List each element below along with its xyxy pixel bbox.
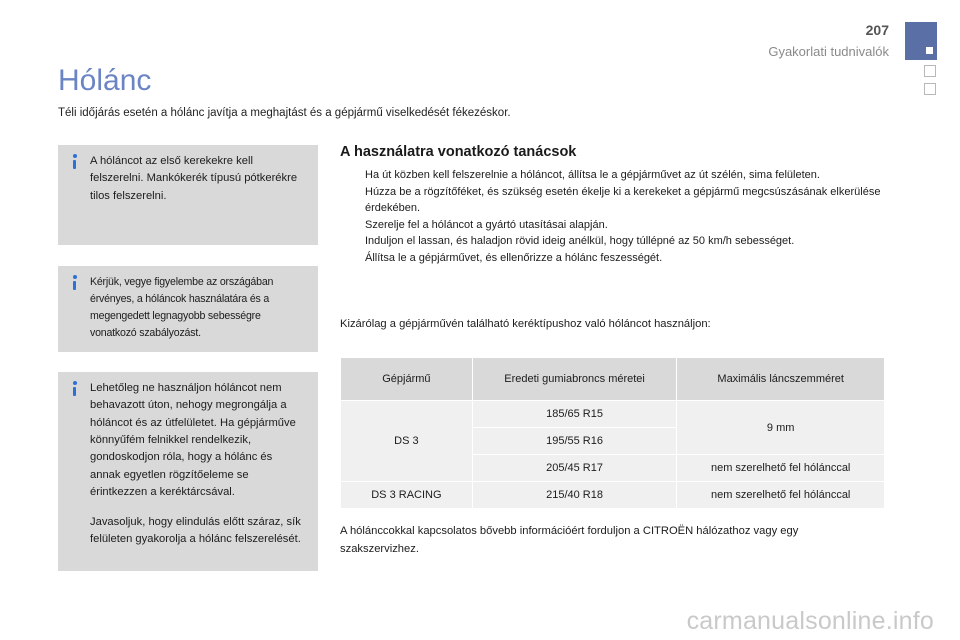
section-title: Gyakorlati tudnivalók [768,44,889,59]
note-text: Kérjük, vegye figyelembe az országában érvényes, a hóláncok használatára és a megengedett legnagyobb sebességre vonatkozó szabályozást. [90,276,274,339]
page-title: Hólánc [58,64,152,97]
footer-text: A hólánccokkal kapcsolatos bővebb információért forduljon a CITROËN hálózathoz vagy egy szakszervizhez. [340,525,799,555]
chapter-tab[interactable] [924,65,936,77]
tab-square-icon [926,47,933,54]
tyre-cell: 215/40 R18 [472,482,677,509]
table-intro: Kizárólag a gépjárművén található keréktípushoz való hóláncot használjon: [340,318,711,330]
chapter-tab[interactable] [924,83,936,95]
list-item [340,167,900,184]
advice-list [340,167,900,266]
info-icon [68,275,81,290]
advice-title: A használatra vonatkozó tanácsok [340,144,577,160]
note-text: Lehetőleg ne használjon hóláncot nem behavazott úton, nehogy megrongálja a hóláncot és az útfelületet. Ha gépjárműve könnyűfém felnikkel rendelkezik, gondoskodjon róla, hogy a hólánc és annak egyetlen rögzítőeleme se érintkezzen a keréktárcsával. [90,382,296,499]
tyre-cell: 195/55 R16 [472,428,677,455]
watermark: carmanualsonline.info [686,607,934,635]
column-header: Gépjármű [341,358,473,401]
list-item [340,250,900,267]
list-item-text: Szerelje fel a hóláncot a gyártó utasításai alapján. [365,218,608,231]
intro-text: Téli időjárás esetén a hólánc javítja a meghajtást és a gépjármű viselkedését fékezéskor. [58,107,511,119]
note-text: A hóláncot az első kerekekre kell felszerelni. Mankókerék típusú pótkerékre tilos felszerelni. [90,155,298,202]
info-icon [68,381,81,396]
column-header: Maximális láncszemméret [677,358,885,401]
table-row [341,482,885,509]
list-item-text: Állítsa le a gépjárművet, és ellenőrizze a hólánc feszességét. [365,251,663,264]
snow-chain-table [340,357,885,509]
info-note [58,145,318,245]
list-item [340,184,900,217]
tyre-cell: 185/65 R15 [472,401,677,428]
chain-cell: 9 mm [677,401,885,455]
info-icon [68,154,81,169]
list-item [340,217,900,234]
page-number: 207 [865,22,889,38]
model-cell: DS 3 RACING [341,482,473,509]
info-note [58,266,318,352]
chain-cell: nem szerelhető fel hólánccal [677,455,885,482]
info-note [58,372,318,571]
chapter-tab-active[interactable] [905,22,937,60]
list-item [340,233,900,250]
list-item-text: Induljon el lassan, és haladjon rövid ideig anélkül, hogy túllépné az 50 km/h sebességet. [365,235,795,247]
tyre-cell: 205/45 R17 [472,455,677,482]
chain-cell: nem szerelhető fel hólánccal [677,482,885,509]
note-text: Javasoljuk, hogy elindulás előtt száraz, sík felületen gyakorolja a hólánc felszerelését. [90,515,301,545]
column-header: Eredeti gumiabroncs méretei [472,358,677,401]
list-item-text: Ha út közben kell felszerelnie a hóláncot, állítsa le a gépjárművet az út szélén, sima felületen. [365,169,820,181]
model-cell: DS 3 [341,401,473,482]
table-header-row [341,358,885,401]
list-item-text: Húzza be a rögzítőféket, és szükség esetén ékelje ki a kerekeket a gépjármű megcsúszásának elkerülése érdekében. [365,185,881,214]
table-row [341,401,885,428]
